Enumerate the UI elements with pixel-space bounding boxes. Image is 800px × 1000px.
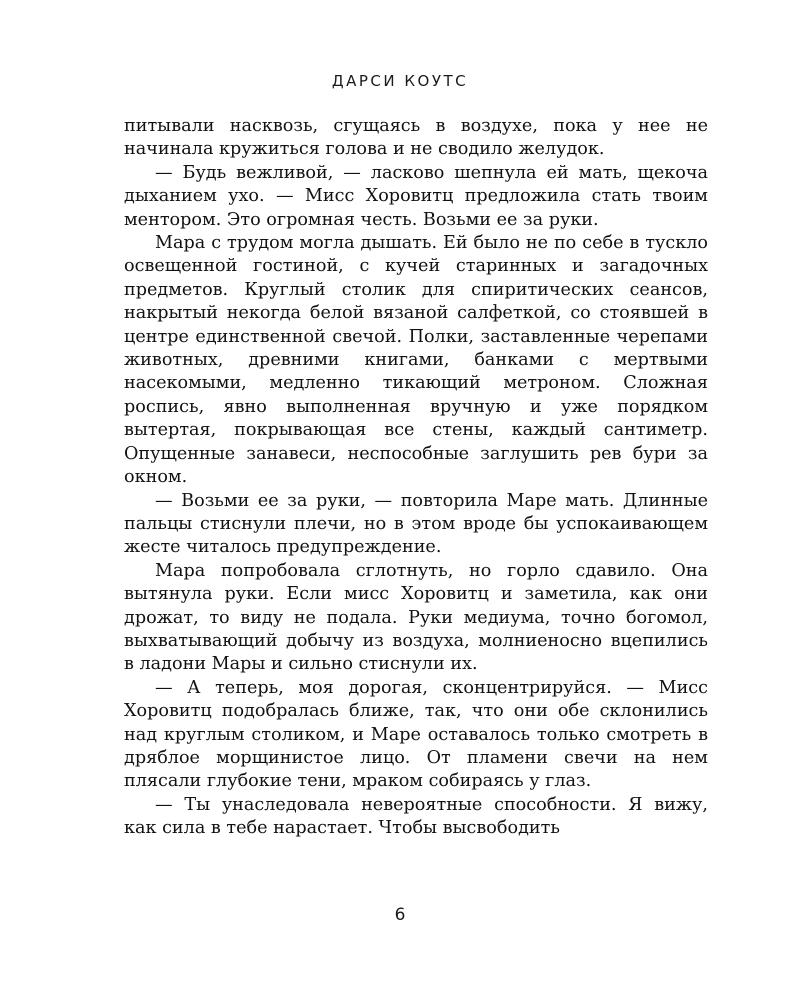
running-head-author: ДАРСИ КОУТС xyxy=(331,72,469,90)
body-text xyxy=(124,115,708,841)
paragraph: Мара попробовала сглотнуть, но горло сдавило. Она вытянула руки. Если мисс Хоровитц и заметила, как они дрожат, то виду не подала. Руки медиума, точно богомол, выхватывающий добычу из воздуха, молниеносно вцепились в ладони Мары и сильно стиснули их. xyxy=(124,560,708,675)
page-number: 6 xyxy=(394,905,406,925)
paragraph: — Будь вежливой, — ласково шепнула ей мать, щекоча дыханием ухо. — Мисс Хоровитц предложила стать твоим ментором. Это огромная честь. Возьми ее за руки. xyxy=(124,162,708,230)
paragraph: — А теперь, моя дорогая, сконцентрируйся. — Мисс Хоровитц подобралась ближе, так, что они обе склонились над круглым столиком, и Маре оставалось только смотреть в дряблое морщинистое лицо. От пламени свечи на нем плясали глубокие тени, мраком собираясь у глаз. xyxy=(124,677,708,792)
paragraph: — Ты унаследовала невероятные способности. Я вижу, как сила в тебе нарастает. Чтобы высвободить xyxy=(124,794,708,839)
paragraph: — Возьми ее за руки, — повторила Маре мать. Длинные пальцы стиснули плечи, но в этом вроде бы успокаивающем жесте читалось предупреждение. xyxy=(124,490,708,558)
paragraph-continued: питывали насквозь, сгущаясь в воздухе, пока у нее не начинала кружиться голова и не сводило желудок. xyxy=(124,116,708,160)
paragraph: Мара с трудом могла дышать. Ей было не по себе в тускло освещенной гостиной, с кучей старинных и загадочных предметов. Круглый столик для спиритических сеансов, накрытый некогда белой вязаной салфеткой, со стоявшей в центре единственной свечой. Полки, заставленные черепами животных, древними книгами, банками с мертвыми насекомыми, медленно тикающий метроном. Сложная роспись, явно выполненная вручную и уже порядком вытертая, покрывающая все стены, каждый сантиметр. Опущенные занавеси, неспособные заглушить рев бури за окном. xyxy=(124,233,708,488)
